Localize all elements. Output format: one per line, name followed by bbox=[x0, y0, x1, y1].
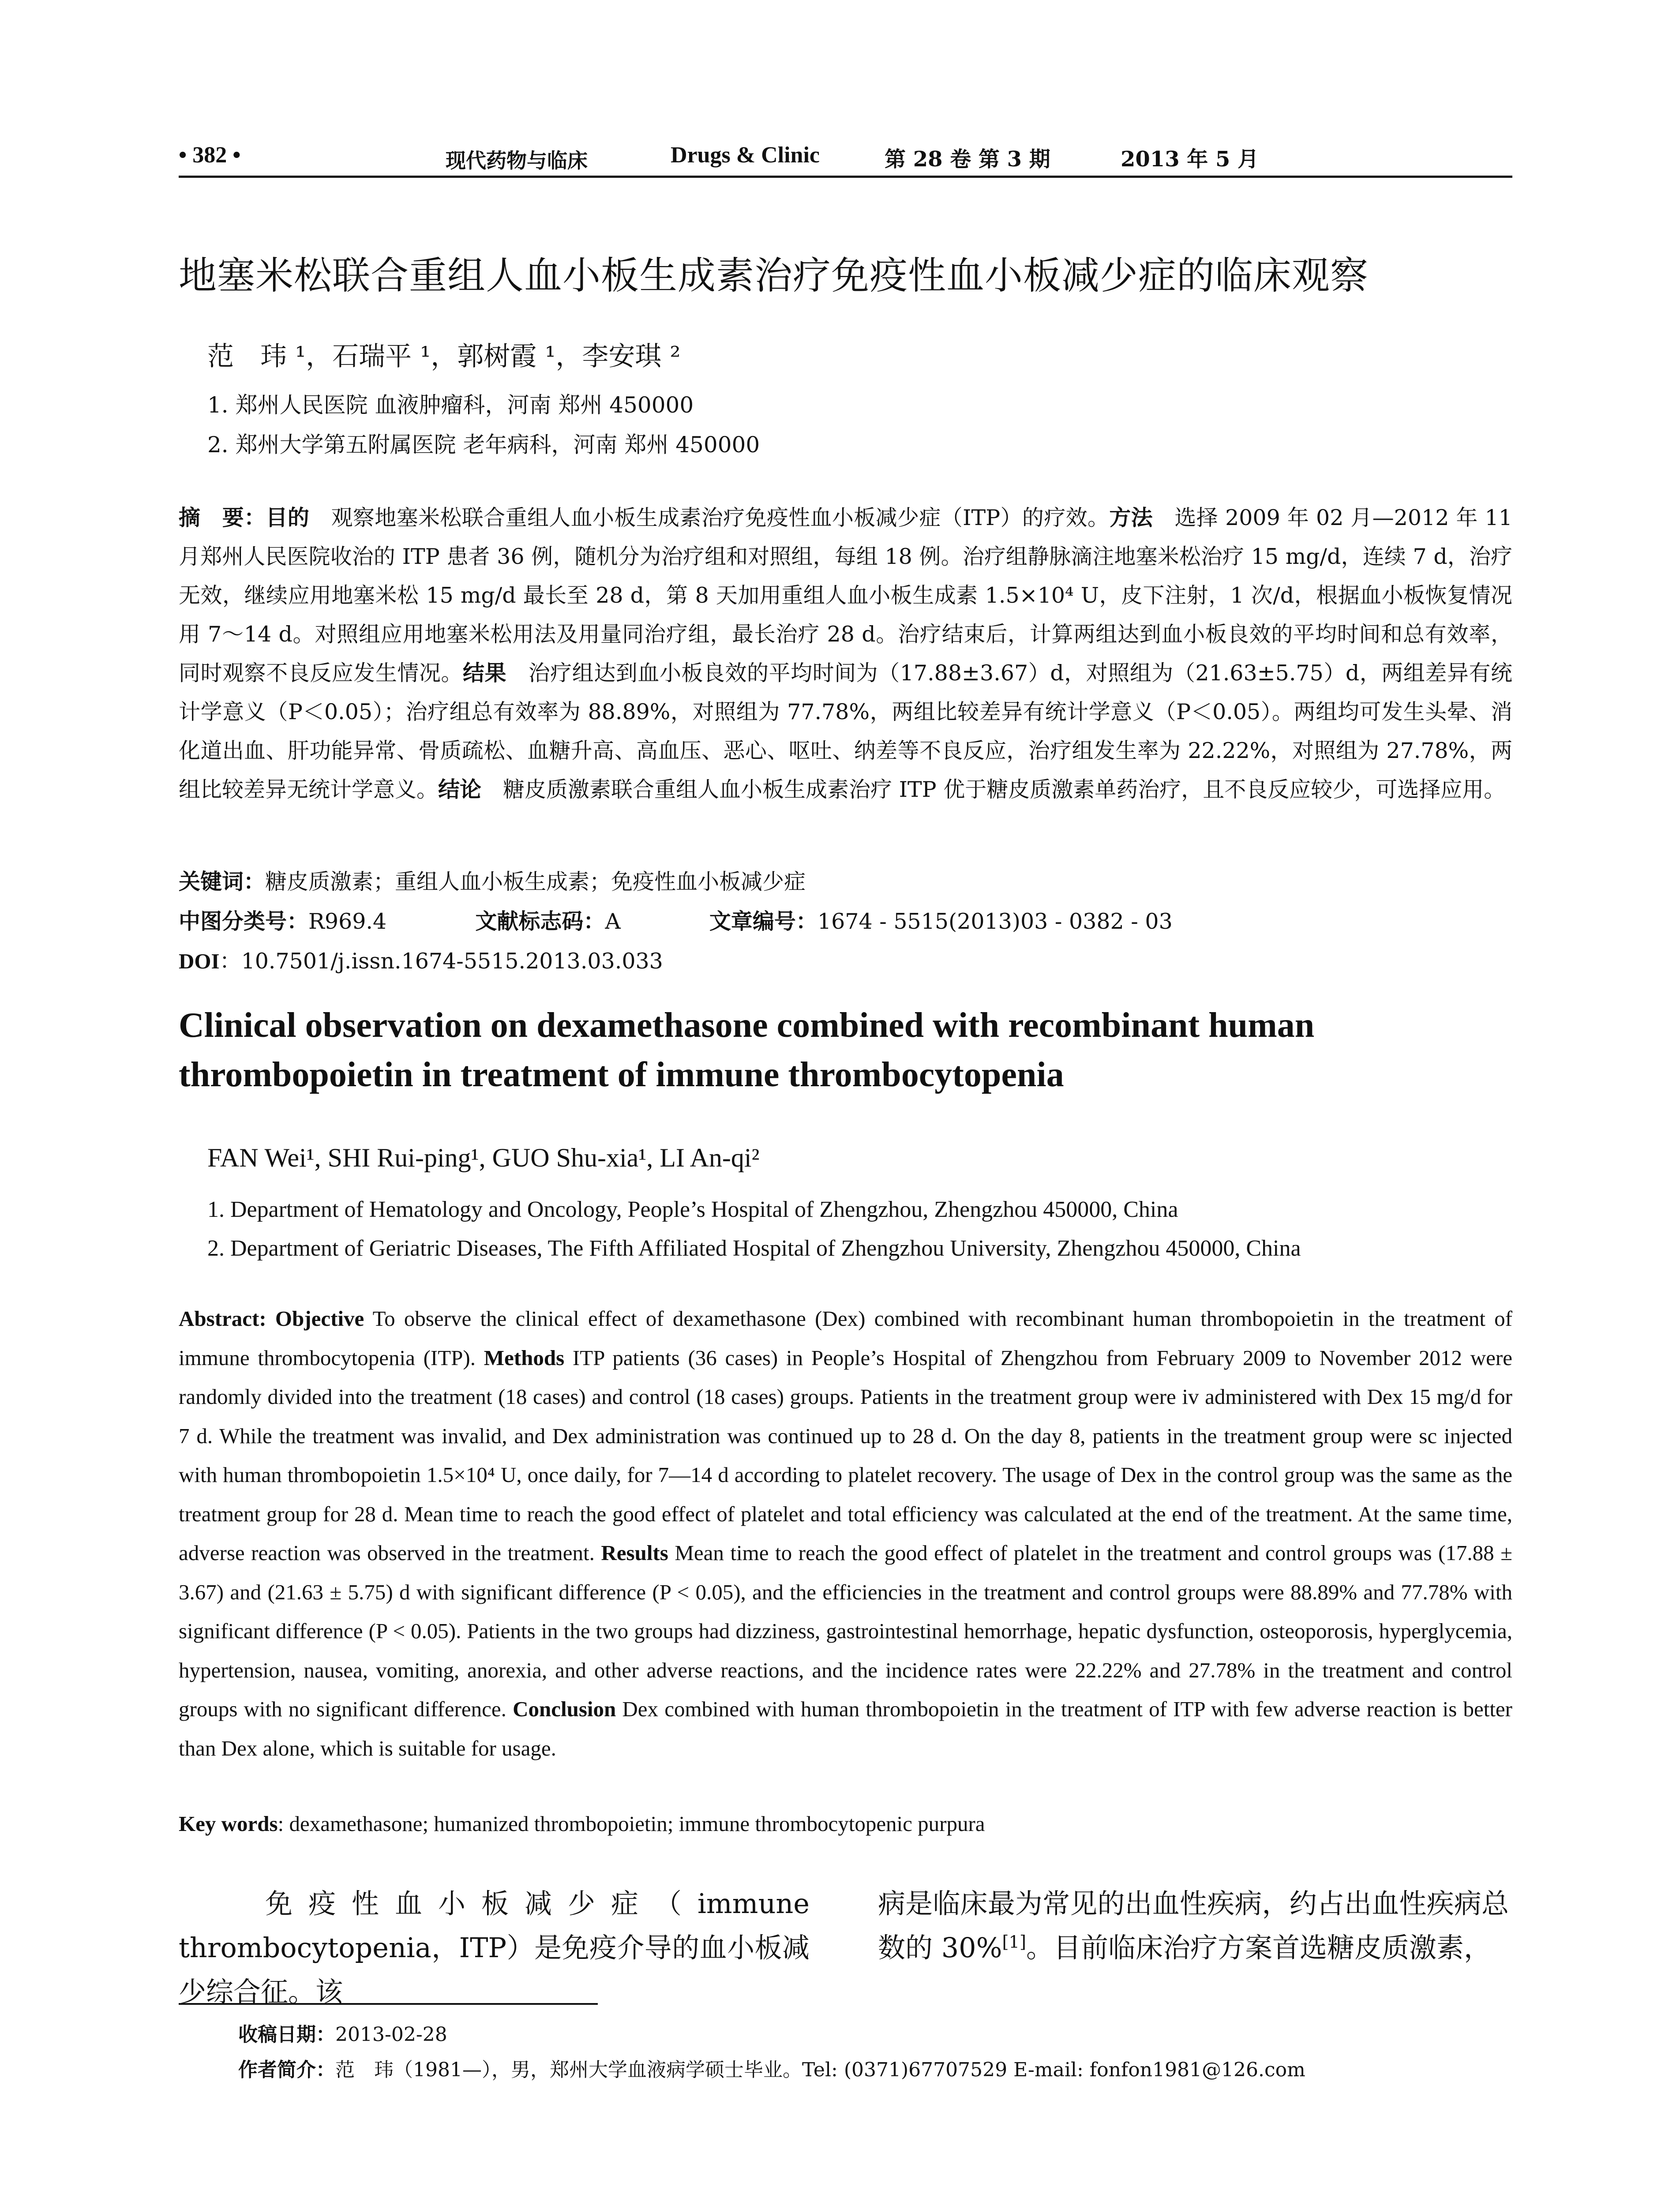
footnote-rule bbox=[179, 2003, 598, 2005]
article-id-label: 文章编号： bbox=[709, 909, 818, 934]
keywords-en bbox=[179, 1811, 985, 1836]
abstract-cn bbox=[179, 499, 1512, 809]
body-column-right bbox=[878, 1882, 1509, 1970]
keywords-cn-text: 糖皮质激素；重组人血小板生成素；免疫性血小板减少症 bbox=[265, 869, 806, 894]
body-right-text-b: 。目前临床治疗方案首选糖皮质激素， bbox=[1026, 1932, 1491, 1964]
objective-en: To observe the clinical effect of dexamethasone (Dex) combined with recombinant human thrombopoietin in the treatment of immune thrombocytopenia (ITP). bbox=[179, 1306, 1513, 1370]
doi-label: DOI bbox=[179, 949, 220, 973]
issue-date: 2013 年 5 月 bbox=[1121, 147, 1259, 172]
clc-value: R969.4 bbox=[308, 909, 387, 934]
received-value: 2013-02-28 bbox=[335, 2023, 447, 2046]
page-number: • 382 • bbox=[179, 143, 241, 168]
keywords-cn bbox=[179, 865, 806, 896]
body-column-left: 免疫性血小板减少症（immune thrombocytopenia，ITP）是免疫介导的血小板减少综合征。该 bbox=[179, 1887, 810, 2008]
results-label-cn: 结果 bbox=[462, 660, 507, 686]
body-right-text-a: 病是临床最为常见的出血性疾病，约占出血性疾病总数的 30% bbox=[878, 1887, 1509, 1964]
results-en: Mean time to reach the good effect of platelet in the treatment and control groups was (17.88 ± 3.67) and (21.63 ± 5.75) d with significant difference (P < 0.05), and the efficiencies in the treatment and control groups were 88.89% and 77.78% with significant difference (P < 0.05). Patients in the two groups had dizziness, gastrointestinal hemorrhage, hepatic dysfunction, osteoporosis, hyperglycemia, hypertension, nausea, vomiting, anorexia, and other adverse reactions, and the incidence rates were 22.22% and 27.78% in the treatment and control groups with no significant difference. bbox=[179, 1541, 1512, 1721]
results-cn: 治疗组达到血小板良效的平均时间为（17.88±3.67）d，对照组为（21.63±5.75）d，两组差异有统计学意义（P＜0.05）；治疗组总有效率为 88.89%，对照组为 77.78%，两组比较差异有统计学意义（P＜0.05）。两组均可发生头晕、消化道出血、肝功能异常、骨质疏松、血糖升高、高血压、恶心、呕吐、纳差等不良反应，治疗组发生率为 22.22%，对照组为 27.78%，两组比较差异无统计学意义。 bbox=[179, 660, 1512, 802]
title-cn: 地塞米松联合重组人血小板生成素治疗免疫性血小板减少症的临床观察 bbox=[179, 254, 1369, 298]
methods-cn: 选择 2009 年 02 月—2012 年 11 月郑州人民医院收治的 ITP 患者 36 例，随机分为治疗组和对照组，每组 18 例。治疗组静脉滴注地塞米松治疗 15 mg/d，连续 7 d，治疗无效，继续应用地塞米松 15 mg/d 最长至 28 d，第 8 天加用重组人血小板生成素 1.5×10⁴ U，皮下注射，1 次/d，根据血小板恢复情况用 7～14 d。对照组应用地塞米松用法及用量同治疗组，最长治疗 28 d。治疗结束后，计算两组达到血小板良效的平均时间和总有效率，同时观察不良反应发生情况。 bbox=[179, 505, 1512, 686]
authors-cn: 范 玮 ¹，石瑞平 ¹，郭树霞 ¹，李安琪 ² bbox=[207, 341, 681, 372]
journal-name-en: Drugs & Clinic bbox=[671, 143, 820, 168]
objective-label-cn: 目的 bbox=[266, 505, 310, 530]
doc-code-value: A bbox=[605, 909, 621, 934]
received-date bbox=[238, 2018, 447, 2047]
author-bio-label: 作者简介： bbox=[238, 2059, 335, 2081]
abstract-en-label: Abstract: Objective bbox=[179, 1306, 364, 1331]
clc-label: 中图分类号： bbox=[179, 909, 309, 934]
conclusion-label-en: Conclusion bbox=[513, 1697, 616, 1721]
citation-ref: [1] bbox=[1002, 1932, 1026, 1952]
author-bio bbox=[238, 2054, 1305, 2082]
doc-code-label: 文献标志码： bbox=[475, 909, 605, 934]
header-rule bbox=[179, 176, 1512, 178]
volume-issue: 第 28 卷 第 3 期 bbox=[885, 147, 1050, 172]
affiliation-en-2: 2. Department of Geriatric Diseases, The Fifth Affiliated Hospital of Zhengzhou University, Zhengzhou 450000, China bbox=[207, 1236, 1301, 1261]
affiliation-en-1: 1. Department of Hematology and Oncology, People’s Hospital of Zhengzhou, Zhengzhou 450000, China bbox=[207, 1197, 1178, 1222]
abstract-cn-label: 摘 要： bbox=[179, 505, 266, 530]
methods-label-cn: 方法 bbox=[1109, 505, 1153, 530]
author-bio-text: 范 玮（1981—），男，郑州大学血液病学硕士毕业。Tel: (0371)67707529 E-mail: fonfon1981@126.com bbox=[335, 2059, 1305, 2081]
classification-line bbox=[179, 904, 1173, 935]
conclusion-en: Dex combined with human thrombopoietin in the treatment of ITP with few adverse reaction is better than Dex alone, which is suitable for usage. bbox=[179, 1697, 1513, 1760]
keywords-en-text: : dexamethasone; humanized thrombopoietin; immune thrombocytopenic purpura bbox=[278, 1812, 985, 1836]
results-label-en: Results bbox=[601, 1541, 668, 1565]
received-label: 收稿日期： bbox=[238, 2023, 335, 2046]
journal-name-cn: 现代药物与临床 bbox=[446, 149, 588, 173]
keywords-en-label: Key words bbox=[179, 1812, 278, 1836]
abstract-en bbox=[179, 1299, 1512, 1768]
doi-value: ：10.7501/j.issn.1674-5515.2013.03.033 bbox=[219, 949, 663, 974]
authors-en: FAN Wei¹, SHI Rui-ping¹, GUO Shu-xia¹, LI An-qi² bbox=[207, 1143, 760, 1172]
methods-label-en: Methods bbox=[484, 1345, 565, 1370]
objective-cn: 观察地塞米松联合重组人血小板生成素治疗免疫性血小板减少症（ITP）的疗效。 bbox=[309, 505, 1110, 530]
title-en: Clinical observation on dexamethasone combined with recombinant human thrombopoietin in treatment of immune thrombocytopenia bbox=[179, 1006, 1315, 1094]
affiliation-cn-1: 1. 郑州人民医院 血液肿瘤科，河南 郑州 450000 bbox=[207, 392, 694, 418]
conclusion-label-cn: 结论 bbox=[438, 777, 482, 802]
article-id-value: 1674 - 5515(2013)03 - 0382 - 03 bbox=[817, 909, 1173, 934]
methods-en: ITP patients (36 cases) in People’s Hospital of Zhengzhou from February 2009 to November 2012 were randomly divided into the treatment (18 cases) and control (18 cases) groups. Patients in the treatment group were iv administered with Dex 15 mg/d for 7 d. While the treatment was invalid, and Dex administration was continued up to 28 d. On the day 8, patients in the treatment group were sc injected with human thrombopoietin 1.5×10⁴ U, once daily, for 7—14 d according to platelet recovery. The usage of Dex in the control group was the same as the treatment group for 28 d. Mean time to reach the good effect of platelet and total efficiency was calculated at the end of the treatment. At the same time, adverse reaction was observed in the treatment. bbox=[179, 1345, 1512, 1565]
keywords-cn-label: 关键词： bbox=[179, 869, 266, 894]
affiliation-cn-2: 2. 郑州大学第五附属医院 老年病科，河南 郑州 450000 bbox=[207, 432, 760, 458]
doi-line bbox=[179, 944, 663, 975]
conclusion-cn: 糖皮质激素联合重组人血小板生成素治疗 ITP 优于糖皮质激素单药治疗，且不良反应较少，可选择应用。 bbox=[481, 777, 1506, 802]
